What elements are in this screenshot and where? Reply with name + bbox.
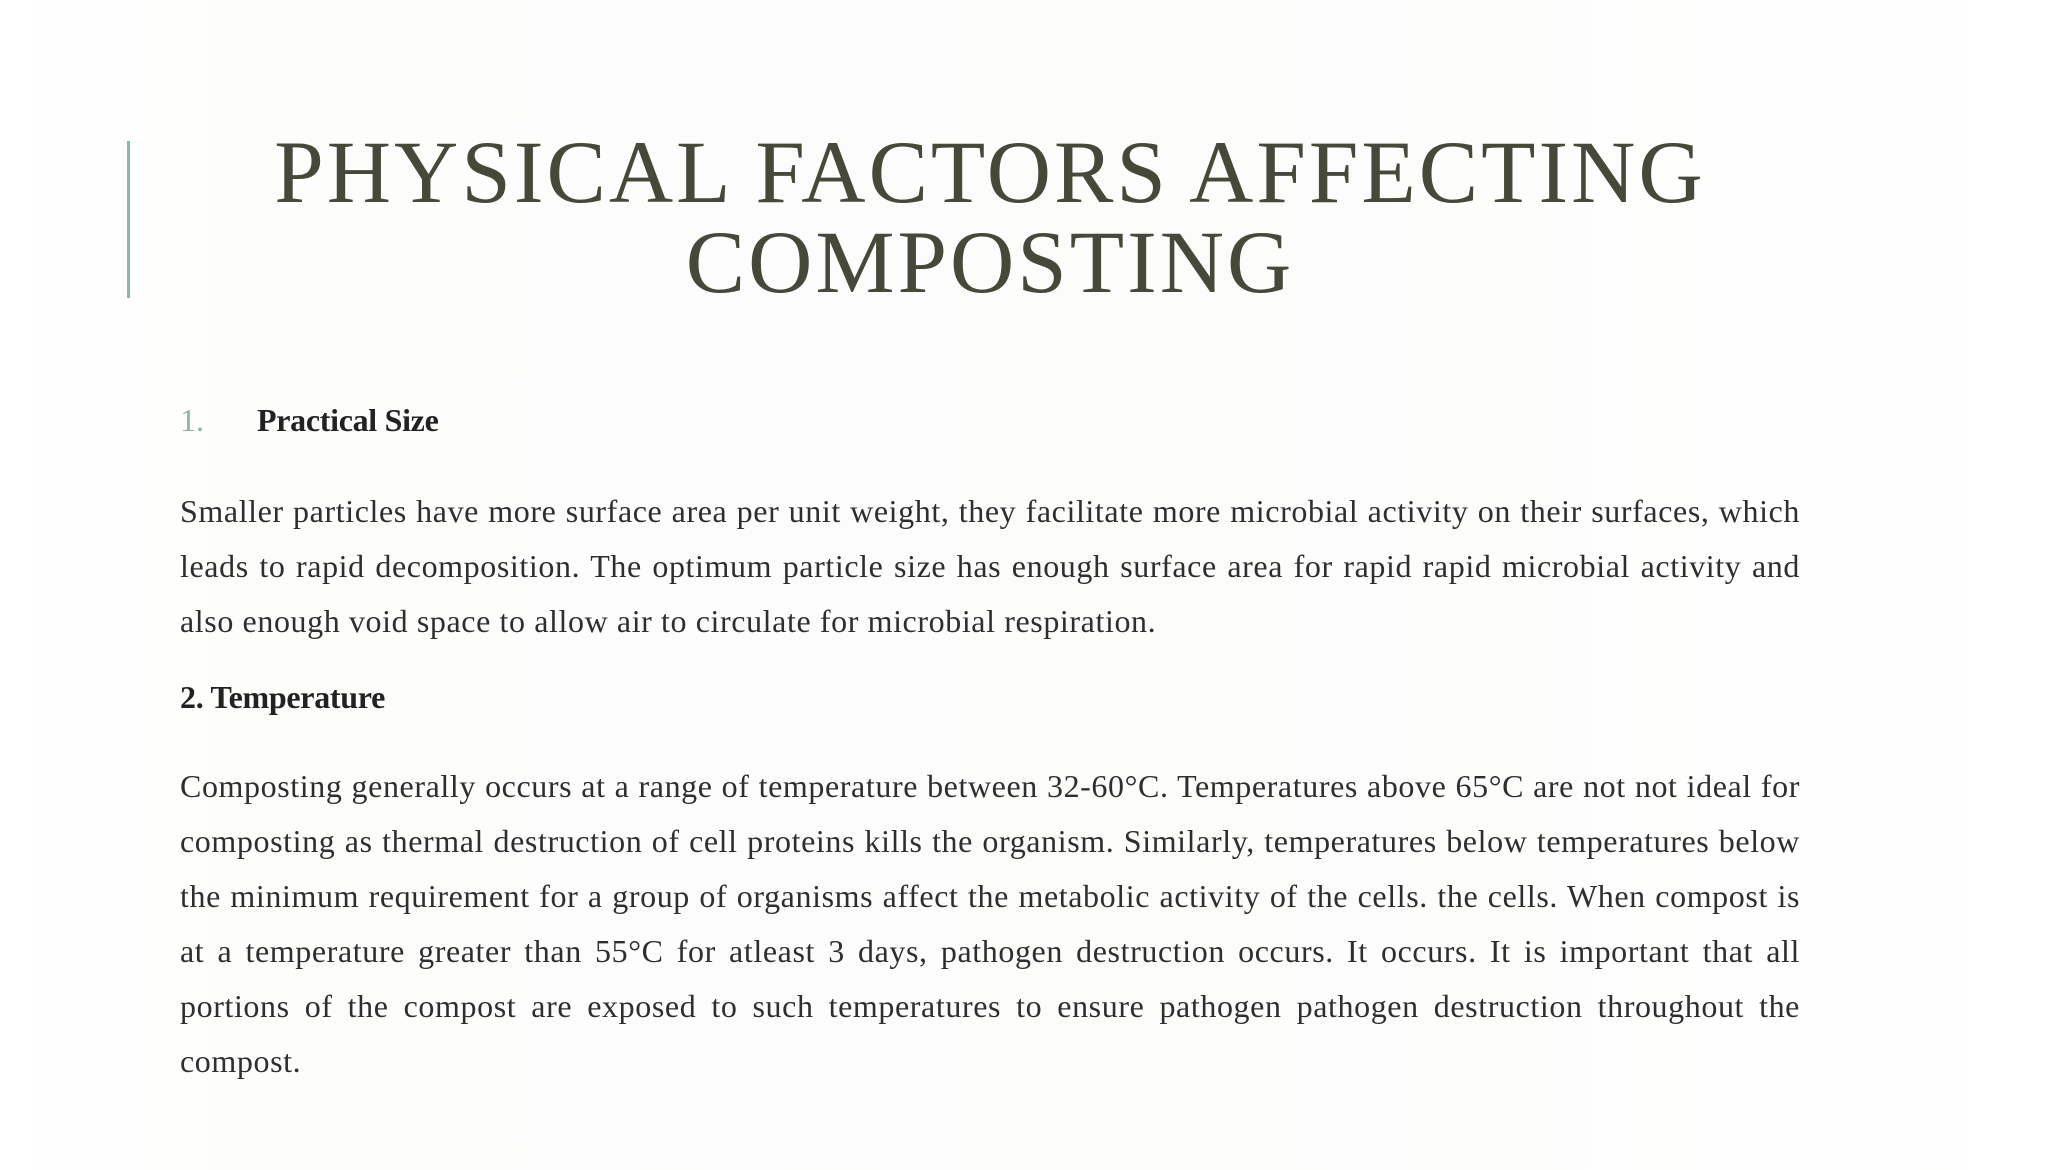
title-accent-bar xyxy=(127,141,130,298)
practical-size-paragraph: Smaller particles have more surface area per unit weight, they facilitate more microbial activity on their surfaces, which leads to rapid decomposition. The optimum particle size has enough surface area for rapid rapid microbial activity and also enough void space to allow air to circulate for microbial respiration. xyxy=(180,493,1800,639)
list-number: 1. xyxy=(180,402,204,438)
heading-text: Practical Size xyxy=(257,402,439,438)
temperature-paragraph: Composting generally occurs at a range of temperature between 32-60°C. Temperatures above 65°C are not not ideal for composting as thermal destruction of cell proteins kills the organism. Similarly, temperatures below temperatures below the minimum requirement for a group of organisms affect the metabolic activity of the cells. the cells. When compost is at a temperature greater than 55°C for atleast 3 days, pathogen destruction occurs. It occurs. It is important that all portions of the compost are exposed to such temperatures to ensure pathogen pathogen destruction throughout the compost. xyxy=(180,768,1800,1079)
title-line-2: COMPOSTING xyxy=(685,214,1295,312)
section-temperature-heading: 2. Temperature xyxy=(180,679,385,715)
slide-content xyxy=(180,402,1800,1089)
title-line-1: PHYSICAL FACTORS AFFECTING xyxy=(274,124,1706,222)
section-practical-size-heading xyxy=(180,402,1800,448)
slide-title xyxy=(200,124,1780,312)
